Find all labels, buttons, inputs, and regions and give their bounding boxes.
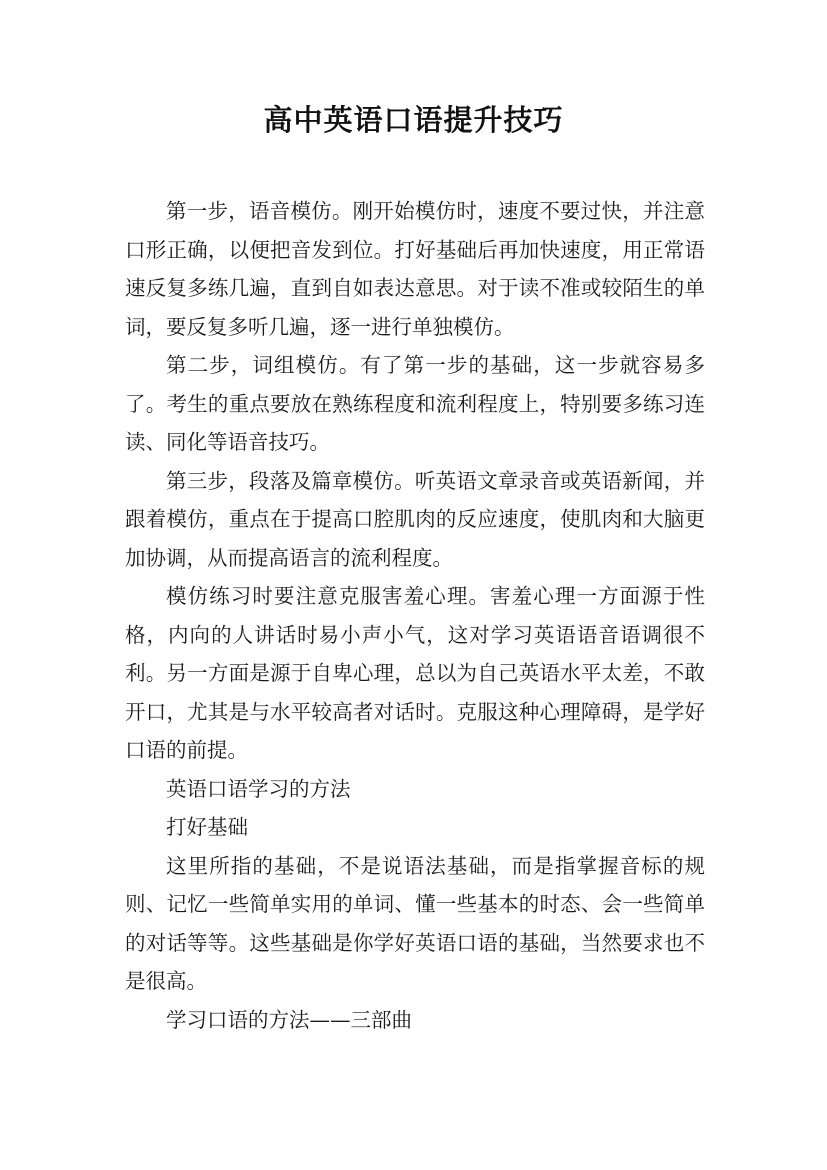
subheading-trilogy: 学习口语的方法——三部曲 bbox=[166, 1007, 412, 1032]
subheading-foundation: 打好基础 bbox=[166, 815, 248, 839]
paragraph-step-three: 第三步，段落及篇章模仿。听英语文章录音或英语新闻，并跟着模仿，重点在于提高口腔肌肉的反应速度，使肌肉和大脑更加协调，从而提高语言的流利程度。 bbox=[125, 468, 705, 570]
paragraph-step-two: 第二步，词组模仿。有了第一步的基础，这一步就容易多了。考生的重点要放在熟练程度和流利程度上，特别要多练习连读、同化等语音技巧。 bbox=[125, 353, 705, 454]
paragraph-shyness: 模仿练习时要注意克服害羞心理。害羞心理一方面源于性格，内向的人讲话时易小声小气，这对学习英语语音语调很不利。另一方面是源于自卑心理，总以为自己英语水平太差，不敢开口，尤其是与水平较高者对话时。克服这种心理障碍，是学好口语的前提。 bbox=[125, 584, 705, 762]
document-title: 高中英语口语提升技巧 bbox=[263, 103, 564, 137]
section-heading-methods: 英语口语学习的方法 bbox=[166, 776, 351, 801]
document-body bbox=[125, 192, 705, 1039]
paragraph-step-one: 第一步，语音模仿。刚开始模仿时，速度不要过快，并注意口形正确，以便把音发到位。打好基础后再加快速度，用正常语速反复多练几遍，直到自如表达意思。对于读不准或较陌生的单词，要反复多听几遍，逐一进行单独模仿。 bbox=[125, 199, 705, 339]
paragraph-foundation: 这里所指的基础，不是说语法基础，而是指掌握音标的规则、记忆一些简单实用的单词、懂一些基本的时态、会一些简单的对话等等。这些基础是你学好英语口语的基础，当然要求也不是很高。 bbox=[125, 853, 705, 993]
